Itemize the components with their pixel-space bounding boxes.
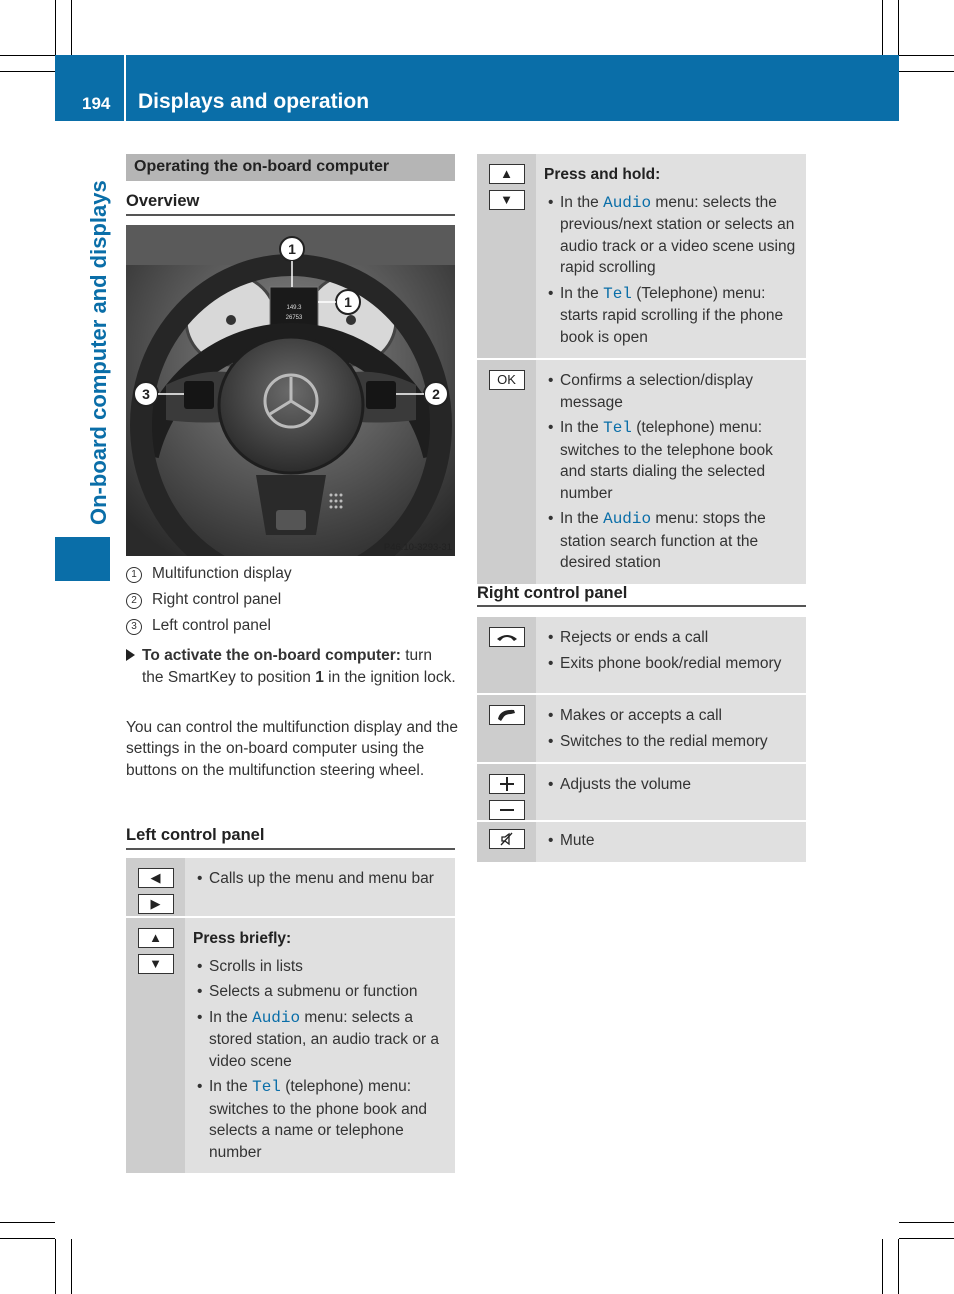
list-item: • In the Audio menu: selects a stored station, an audio track or a video scene: [193, 1007, 449, 1073]
list-item: • Adjusts the volume: [544, 774, 800, 796]
arrow-down-icon: ▼: [489, 190, 525, 210]
list-item: • Makes or accepts a call: [544, 705, 800, 727]
table-row: [477, 617, 806, 694]
key-cell: [477, 154, 536, 359]
side-tab-marker: [55, 537, 110, 581]
body-paragraph: You can control the multifunction display and the settings in the on-board computer using the buttons on the multifunction steering wheel.: [126, 719, 459, 779]
crop-mark: [899, 1238, 954, 1239]
crop-mark: [899, 1222, 954, 1223]
section-title: Operating the on-board computer: [134, 158, 390, 175]
svg-text:3: 3: [142, 386, 150, 402]
crop-mark: [0, 1222, 55, 1223]
legend-item: [126, 565, 292, 583]
instruction-text: turn the SmartKey to position: [142, 647, 432, 686]
key-cell: [477, 763, 536, 821]
list-item: • Switches to the redial memory: [544, 731, 800, 753]
crop-mark: [55, 1239, 56, 1294]
legend-number: 1: [126, 567, 142, 583]
row-title: Press briefly:: [193, 930, 292, 947]
minus-icon: [489, 800, 525, 820]
display-speed: 149.3: [286, 305, 302, 311]
page-number: 194: [82, 94, 111, 113]
callout-marker: [424, 382, 448, 406]
crop-mark: [71, 0, 72, 55]
callout-marker: [134, 382, 158, 406]
list-item: • Rejects or ends a call: [544, 627, 800, 649]
arrow-down-icon: ▼: [138, 954, 174, 974]
legend-number: 3: [126, 619, 142, 635]
key-cell: [477, 617, 536, 694]
svg-text:1: 1: [288, 241, 296, 257]
instruction-text-end: in the ignition lock.: [328, 668, 456, 686]
key-cell: [477, 359, 536, 585]
list-item: • Mute: [544, 830, 800, 852]
description-cell: [536, 359, 806, 585]
list-item: • Confirms a selection/display message: [544, 370, 800, 413]
crop-mark: [899, 55, 954, 56]
section-header: [126, 154, 455, 181]
svg-text:1: 1: [344, 294, 352, 310]
key-cell: [477, 821, 536, 863]
ok-button-icon: OK: [489, 370, 525, 390]
left-panel-table-b: [477, 154, 806, 586]
menu-name: Tel: [252, 1078, 281, 1096]
crop-mark: [898, 1239, 899, 1294]
side-tab-title: On-board computer and displays: [86, 180, 111, 525]
right-panel-rule: [477, 605, 806, 607]
crop-mark: [882, 0, 883, 55]
list-item: • Calls up the menu and menu bar: [193, 868, 449, 890]
table-row: [126, 917, 455, 1174]
table-row: [477, 763, 806, 821]
crop-mark: [898, 0, 899, 55]
instruction-position: 1: [315, 668, 324, 686]
phone-accept-icon: [489, 705, 525, 725]
instruction-bold: To activate the on-board computer:: [142, 647, 401, 664]
arrow-up-icon: ▲: [489, 164, 525, 184]
callout-marker: [336, 290, 360, 314]
left-panel-table-a: [126, 858, 455, 1175]
plus-icon: [489, 774, 525, 794]
menu-name: Tel: [603, 284, 632, 303]
steering-wheel-photo: [126, 225, 455, 556]
overview-heading: Overview: [126, 192, 200, 210]
menu-name: Audio: [603, 510, 652, 528]
mute-icon: [489, 829, 525, 849]
menu-name: Tel: [603, 419, 632, 437]
table-row: [126, 858, 455, 917]
list-item: • In the Tel (telephone) menu: switches to the telephone book and starts dialing the selected number: [544, 417, 800, 504]
menu-name: Audio: [252, 1008, 301, 1027]
arrow-left-icon: ◀: [138, 868, 174, 888]
callout-marker: [280, 237, 304, 261]
header-separator: [124, 55, 126, 121]
legend-item: [126, 617, 271, 635]
list-item: • In the Tel (telephone) menu: switches to the phone book and selects a name or telephone number: [193, 1076, 449, 1163]
legend-number: 2: [126, 593, 142, 609]
crop-mark: [882, 1239, 883, 1294]
right-panel-table: [477, 617, 806, 864]
display-odometer: 26753: [285, 315, 303, 321]
instruction-step: [126, 645, 456, 688]
arrow-right-icon: ▶: [138, 894, 174, 914]
description-cell: [185, 858, 455, 917]
table-row: [477, 359, 806, 585]
description-cell: [536, 617, 806, 694]
legend-text: Right control panel: [152, 591, 282, 608]
left-panel-heading: Left control panel: [126, 826, 265, 844]
header-title: Displays and operation: [138, 90, 370, 113]
crop-mark: [71, 1239, 72, 1294]
crop-mark: [899, 71, 954, 72]
legend-text: Left control panel: [152, 617, 271, 634]
photo-code: P46.10-3293-31: [383, 542, 452, 553]
description-cell: [536, 763, 806, 821]
key-cell: [477, 694, 536, 763]
description-cell: [536, 694, 806, 763]
left-panel-rule: [126, 848, 455, 850]
list-item: • Exits phone book/redial memory: [544, 653, 800, 675]
key-cell: [126, 858, 185, 917]
description-cell: [536, 821, 806, 863]
legend-text: Multifunction display: [152, 565, 292, 582]
list-item: • Scrolls in lists: [193, 956, 449, 978]
crop-mark: [0, 55, 55, 56]
right-panel-heading: Right control panel: [477, 584, 628, 602]
overview-rule: [126, 214, 455, 216]
arrow-up-icon: ▲: [138, 928, 174, 948]
list-item: • Selects a submenu or function: [193, 981, 449, 1003]
phone-hangup-icon: [489, 627, 525, 647]
legend-item: [126, 591, 281, 609]
crop-mark: [55, 0, 56, 55]
row-title: Press and hold:: [544, 166, 661, 183]
crop-mark: [0, 71, 55, 72]
step-arrow-icon: [126, 649, 135, 661]
description-cell: [185, 917, 455, 1174]
description-cell: [536, 154, 806, 359]
list-item: • In the Tel (Telephone) menu: starts rapid scrolling if the phone book is open: [544, 283, 800, 349]
table-row: [477, 154, 806, 359]
table-row: [477, 694, 806, 763]
crop-mark: [0, 1238, 55, 1239]
list-item: • In the Audio menu: selects the previous/next station or selects an audio track or a video scene using rapid scrolling: [544, 192, 800, 279]
table-row: [477, 821, 806, 863]
key-cell: [126, 917, 185, 1174]
menu-name: Audio: [603, 193, 652, 212]
list-item: • In the Audio menu: stops the station search function at the desired station: [544, 508, 800, 574]
svg-text:2: 2: [432, 386, 440, 402]
